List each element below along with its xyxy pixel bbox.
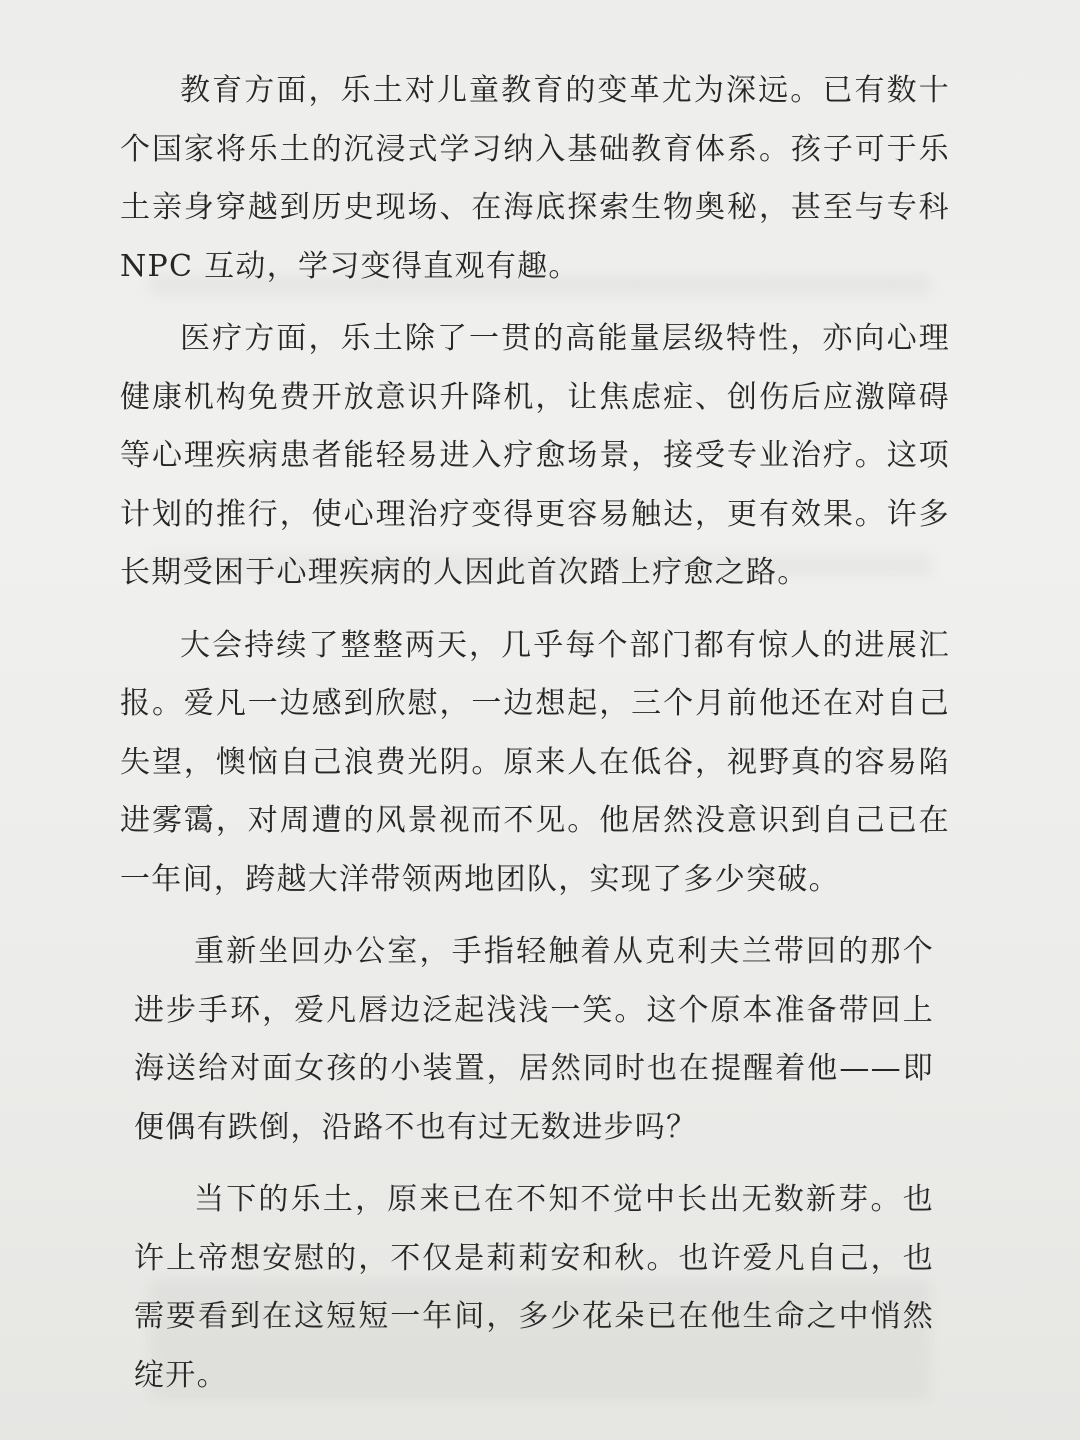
paragraph-education: 教育方面，乐土对儿童教育的变革尤为深远。已有数十个国家将乐土的沉浸式学习纳入基础教育体系。孩子可于乐土亲身穿越到历史现场、在海底探索生物奥秘，甚至与专科 NPC 互动，学习变得直观有趣。 [120,73,950,284]
paragraph-office: 重新坐回办公室，手指轻触着从克利夫兰带回的那个进步手环，爱凡唇边泛起浅浅一笑。这个原本准备带回上海送给对面女孩的小装置，居然同时也在提醒着他——即便偶有跌倒，沿路不也有过无数进步吗？ [134,934,934,1145]
paragraph-new-sprouts: 当下的乐土，原来已在不知不觉中长出无数新芽。也许上帝想安慰的，不仅是莉莉安和秋。也许爱凡自己，也需要看到在这短短一年间，多少花朵已在他生命之中悄然绽开。 [134,1182,934,1393]
body-text [120,62,950,1419]
paragraph-conference: 大会持续了整整两天，几乎每个部门都有惊人的进展汇报。爱凡一边感到欣慰，一边想起，三个月前他还在对自己失望，懊恼自己浪费光阴。原来人在低谷，视野真的容易陷进雾霭，对周遭的风景视而不见。他居然没意识到自己已在一年间，跨越大洋带领两地团队，实现了多少突破。 [120,627,950,897]
paragraph-medical: 医疗方面，乐土除了一贯的高能量层级特性，亦向心理健康机构免费开放意识升降机，让焦虑症、创伤后应激障碍等心理疾病患者能轻易进入疗愈场景，接受专业治疗。这项计划的推行，使心理治疗变得更容易触达，更有效果。许多长期受困于心理疾病的人因此首次踏上疗愈之路。 [120,321,950,590]
